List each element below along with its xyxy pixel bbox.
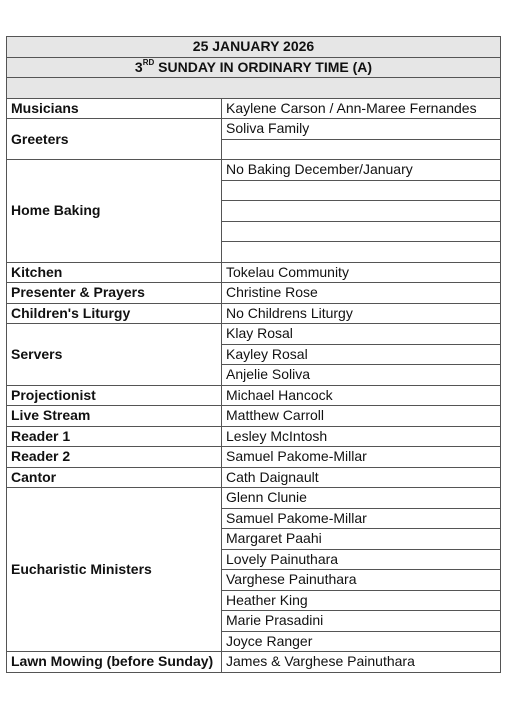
assigned-name: Kaylene Carson / Ann-Maree Fernandes bbox=[222, 98, 501, 119]
roster-row bbox=[7, 324, 501, 345]
role-label: Lawn Mowing (before Sunday) bbox=[7, 652, 222, 673]
role-label: Reader 2 bbox=[7, 447, 222, 468]
role-label: Servers bbox=[7, 324, 222, 386]
assigned-name bbox=[222, 201, 501, 222]
role-label: Live Stream bbox=[7, 406, 222, 427]
roster-row bbox=[7, 160, 501, 181]
roster-row bbox=[7, 119, 501, 140]
assigned-name: Matthew Carroll bbox=[222, 406, 501, 427]
role-label: Cantor bbox=[7, 467, 222, 488]
assigned-name bbox=[222, 139, 501, 160]
date-heading: 25 JANUARY 2026 bbox=[7, 37, 501, 58]
assigned-name: Soliva Family bbox=[222, 119, 501, 140]
assigned-name: Kayley Rosal bbox=[222, 344, 501, 365]
role-label: Reader 1 bbox=[7, 426, 222, 447]
header-row-blank bbox=[7, 78, 501, 99]
role-label: Presenter & Prayers bbox=[7, 283, 222, 304]
assigned-name: James & Varghese Painuthara bbox=[222, 652, 501, 673]
role-label: Projectionist bbox=[7, 385, 222, 406]
assigned-name: Anjelie Soliva bbox=[222, 365, 501, 386]
assigned-name: Tokelau Community bbox=[222, 262, 501, 283]
assigned-name: Glenn Clunie bbox=[222, 488, 501, 509]
role-label: Eucharistic Ministers bbox=[7, 488, 222, 652]
assigned-name: Michael Hancock bbox=[222, 385, 501, 406]
assigned-name: Lesley McIntosh bbox=[222, 426, 501, 447]
assigned-name: Heather King bbox=[222, 590, 501, 611]
assigned-name: Cath Daignault bbox=[222, 467, 501, 488]
role-label: Kitchen bbox=[7, 262, 222, 283]
assigned-name: Samuel Pakome-Millar bbox=[222, 508, 501, 529]
blank-heading-cell bbox=[7, 78, 501, 99]
assigned-name: Varghese Painuthara bbox=[222, 570, 501, 591]
roster-row bbox=[7, 406, 501, 427]
roster-row bbox=[7, 652, 501, 673]
assigned-name: Lovely Painuthara bbox=[222, 549, 501, 570]
roster-table bbox=[6, 36, 501, 673]
assigned-name: Samuel Pakome-Millar bbox=[222, 447, 501, 468]
assigned-name: Klay Rosal bbox=[222, 324, 501, 345]
role-label: Home Baking bbox=[7, 160, 222, 263]
roster-row bbox=[7, 467, 501, 488]
occasion-ordinal: 3 bbox=[134, 58, 143, 75]
roster-row bbox=[7, 447, 501, 468]
assigned-name bbox=[222, 221, 501, 242]
roster-row bbox=[7, 303, 501, 324]
header-row-occasion bbox=[7, 57, 501, 78]
assigned-name: No Childrens Liturgy bbox=[222, 303, 501, 324]
roster-body bbox=[7, 37, 501, 673]
roster-row bbox=[7, 283, 501, 304]
occasion-text: SUNDAY IN ORDINARY TIME (A) bbox=[154, 58, 373, 75]
roster-row bbox=[7, 385, 501, 406]
assigned-name: Christine Rose bbox=[222, 283, 501, 304]
assigned-name bbox=[222, 180, 501, 201]
assigned-name: Joyce Ranger bbox=[222, 631, 501, 652]
header-row-date bbox=[7, 37, 501, 58]
occasion-ordinal-suffix: RD bbox=[142, 58, 155, 68]
assigned-name: Margaret Paahi bbox=[222, 529, 501, 550]
role-label: Musicians bbox=[7, 98, 222, 119]
roster-row bbox=[7, 426, 501, 447]
assigned-name bbox=[222, 242, 501, 263]
roster-row bbox=[7, 262, 501, 283]
roster-row bbox=[7, 98, 501, 119]
role-label: Greeters bbox=[7, 119, 222, 160]
occasion-heading bbox=[7, 57, 501, 78]
assigned-name: Marie Prasadini bbox=[222, 611, 501, 632]
role-label: Children's Liturgy bbox=[7, 303, 222, 324]
assigned-name: No Baking December/January bbox=[222, 160, 501, 181]
roster-row bbox=[7, 488, 501, 509]
